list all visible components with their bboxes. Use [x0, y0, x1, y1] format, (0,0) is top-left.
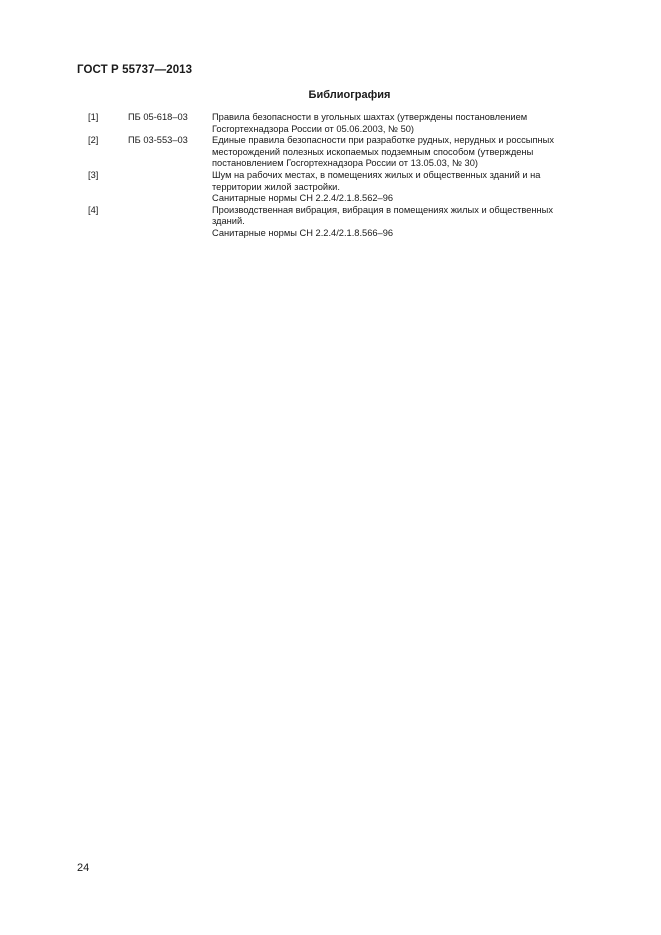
bibliography-entry: [88, 112, 598, 135]
entry-text-line: постановлением Госгортехнадзора России от 13.05.03, № 30): [212, 158, 478, 169]
entry-code: [128, 170, 212, 205]
bibliography-entry: [88, 135, 598, 170]
entry-code: ПБ 03-553–03: [128, 135, 188, 146]
entry-text: [212, 135, 598, 170]
entry-text-line: зданий.: [212, 216, 245, 227]
bibliography-list: [88, 112, 598, 240]
entry-number: [2]: [88, 135, 99, 146]
entry-text: [212, 205, 598, 240]
entry-text-line: Санитарные нормы СН 2.2.4/2.1.8.562–96: [212, 193, 394, 204]
entry-text-line: территории жилой застройки.: [212, 181, 340, 192]
entry-text-line: Производственная вибрация, вибрация в помещениях жилых и общественных: [212, 204, 553, 215]
entry-code: ПБ 05-618–03: [128, 112, 188, 122]
standard-code-header: ГОСТ Р 55737—2013: [77, 64, 193, 76]
entry-text: [212, 170, 598, 205]
entry-number: [3]: [88, 169, 99, 180]
entry-text-line: месторождений полезных ископаемых подземным способом (утверждены: [212, 146, 534, 157]
entry-text-line: Правила безопасности в угольных шахтах (утверждены постановлением: [212, 112, 528, 122]
entry-code: [128, 205, 212, 240]
bibliography-entry: [88, 170, 598, 205]
section-title: Библиография: [308, 89, 391, 101]
page-number: 24: [77, 862, 90, 874]
entry-number: [4]: [88, 204, 99, 215]
entry-text-line: Госгортехнадзора России от 05.06.2003, № 50): [212, 123, 415, 134]
entry-number: [1]: [88, 112, 99, 122]
entry-text-line: Единые правила безопасности при разработке рудных, нерудных и россыпных: [212, 135, 554, 146]
entry-text-line: Шум на рабочих местах, в помещениях жилых и общественных зданий и на: [212, 169, 541, 180]
entry-text: [212, 112, 598, 135]
bibliography-entry: [88, 205, 598, 240]
entry-text-line: Санитарные нормы СН 2.2.4/2.1.8.566–96: [212, 227, 394, 238]
